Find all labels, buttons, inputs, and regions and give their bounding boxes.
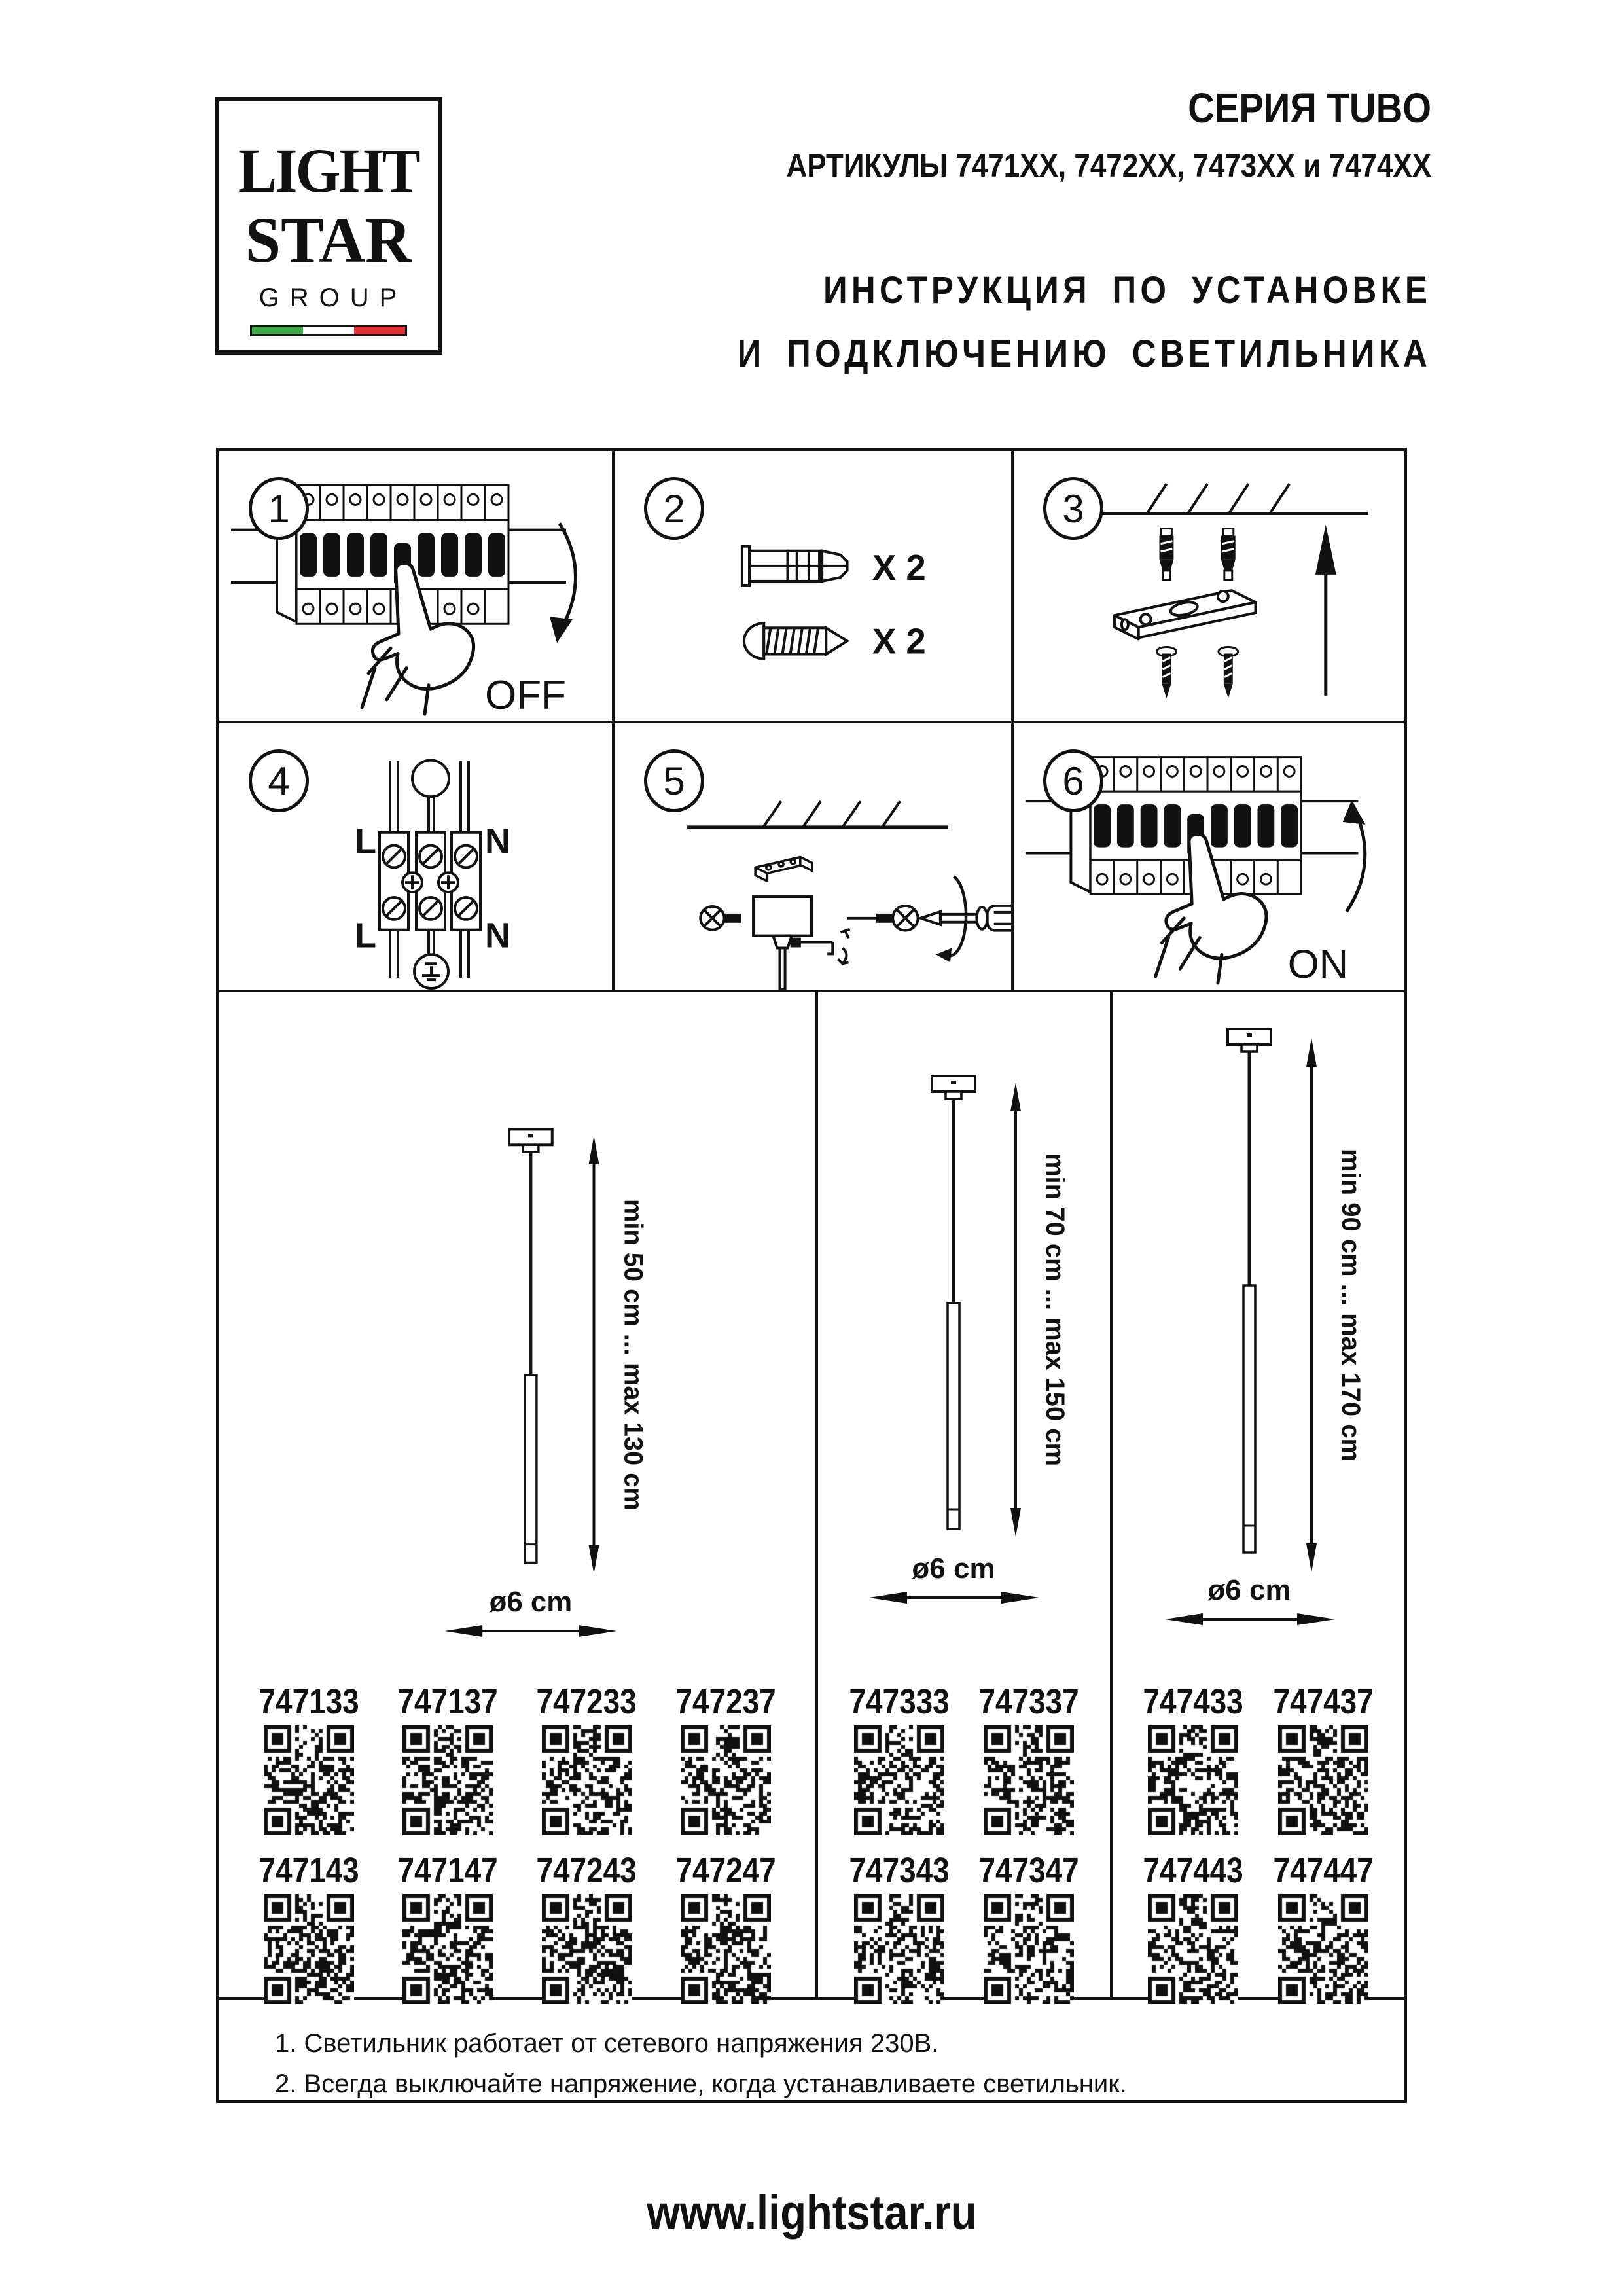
article-item [850, 1851, 948, 1997]
step-6-number [1043, 749, 1103, 812]
step-number-text: 6 [1062, 759, 1084, 803]
article-number: 747133 [259, 1682, 359, 1721]
qr-code [854, 1725, 944, 1835]
lamp-diagram-1 [219, 992, 815, 1679]
qr-code [264, 1725, 354, 1835]
screw-icon [1157, 647, 1177, 698]
notes-section [219, 1997, 1404, 2100]
flag-white-segment [303, 327, 354, 334]
screw-icon [1219, 647, 1238, 698]
qr-code [1278, 1894, 1368, 2004]
article-item [1144, 1682, 1242, 1851]
diameter-dimension-arrow [444, 1625, 616, 1637]
article-item [1274, 1851, 1372, 1997]
article-number: 747147 [397, 1851, 498, 1890]
article-item [399, 1851, 497, 1997]
live-top-label: L [355, 821, 376, 861]
flag-red-segment [354, 327, 405, 334]
article-number: 747233 [536, 1682, 637, 1721]
qr-code [681, 1725, 771, 1835]
diameter-dimension-arrow [1165, 1613, 1335, 1625]
article-number: 747343 [849, 1851, 950, 1890]
lamp-diagram-3 [1113, 992, 1404, 1679]
step-4-cell [219, 723, 615, 992]
height-range-label: min 70 cm ... max 150 cm [1041, 1153, 1069, 1467]
step-number-text: 5 [663, 759, 685, 803]
earth-symbol-icon [414, 954, 448, 988]
article-number: 747247 [675, 1851, 776, 1890]
diameter-label: ø6 cm [1207, 1574, 1291, 1606]
instruction-title-line1: ИНСТРУКЦИЯ ПО УСТАНОВКЕ [823, 269, 1431, 312]
arrow-up-icon [1343, 800, 1366, 912]
qr-code [984, 1725, 1074, 1835]
lamp-panel-2 [818, 992, 1113, 1997]
article-item [677, 1851, 775, 1997]
article-number: 747337 [978, 1682, 1079, 1721]
article-number: 747433 [1143, 1682, 1243, 1721]
instruction-title-line2: И ПОДКЛЮЧЕНИЮ СВЕТИЛЬНИКА [737, 332, 1431, 375]
article-item [260, 1682, 358, 1851]
qr-code [854, 1894, 944, 2004]
article-item [1274, 1682, 1372, 1851]
screw-icon [744, 623, 847, 658]
qr-code [402, 1725, 493, 1835]
flag-green-segment [252, 327, 303, 334]
article-item [260, 1851, 358, 1997]
neutral-bottom-label: N [485, 916, 511, 956]
italian-flag-bar [250, 325, 407, 336]
step-number-text: 3 [1062, 486, 1084, 531]
note-1: 1. Светильник работает от сетевого напряжения 230В. [275, 2029, 939, 2058]
qr-code [1148, 1894, 1238, 2004]
arrow-up-icon [1315, 525, 1336, 696]
step-number-text: 4 [268, 759, 290, 803]
article-item [677, 1682, 775, 1851]
article-number: 747143 [259, 1851, 359, 1890]
step-5-number [644, 749, 704, 812]
height-range-label: min 50 cm ... max 130 cm [618, 1198, 648, 1511]
dowel-icon [1160, 529, 1174, 580]
article-number: 747347 [978, 1851, 1079, 1890]
qr-code [1278, 1725, 1368, 1835]
instruction-table [216, 448, 1407, 2103]
off-label: OFF [485, 672, 566, 718]
qr-code [681, 1894, 771, 2004]
qr-code [1148, 1725, 1238, 1835]
article-number: 747137 [397, 1682, 498, 1721]
qr-code [542, 1894, 632, 2004]
article-item [980, 1682, 1078, 1851]
logo-word-star: STAR [245, 204, 412, 276]
lamp-panel-3 [1113, 992, 1404, 1997]
articles-line: АРТИКУЛЫ 7471ХХ, 7472ХХ, 7473ХХ и 7474ХХ [786, 147, 1431, 184]
live-bottom-label: L [355, 916, 376, 956]
article-item [980, 1851, 1078, 1997]
lamp-diagram-2 [818, 992, 1110, 1679]
screw-icon [847, 906, 918, 931]
diameter-label: ø6 cm [912, 1552, 995, 1585]
diameter-label: ø6 cm [489, 1586, 573, 1619]
article-row [219, 1679, 815, 1851]
height-dimension-arrow [1010, 1083, 1021, 1537]
article-row [219, 1851, 815, 1997]
article-item [538, 1851, 636, 1997]
qr-code [542, 1725, 632, 1835]
article-number: 747243 [536, 1851, 637, 1890]
steps-row-2 [219, 723, 1404, 992]
dowel-icon [1221, 529, 1236, 580]
article-row [1113, 1851, 1404, 1997]
article-row [818, 1851, 1110, 1997]
lamp-panel-1 [219, 992, 818, 1997]
step-number-text: 1 [268, 486, 290, 531]
article-row [1113, 1679, 1404, 1851]
logo-word-light: LIGHT [238, 135, 419, 206]
qr-code [402, 1894, 493, 2004]
article-item [1144, 1851, 1242, 1997]
step-4-number [249, 749, 309, 812]
step-2-number [644, 477, 704, 540]
step-1-number [249, 477, 309, 540]
step-3-number [1043, 477, 1103, 540]
step-1-cell [219, 451, 615, 723]
screw-qty-label: X 2 [872, 621, 926, 662]
mounting-bracket-icon [1115, 590, 1256, 639]
diameter-dimension-arrow [869, 1592, 1039, 1604]
screw-icon [700, 906, 741, 930]
article-item [399, 1682, 497, 1851]
qr-code [984, 1894, 1074, 2004]
lamp-dimension-row [219, 992, 1404, 1997]
header [738, 84, 1431, 376]
article-item [850, 1682, 948, 1851]
qr-code [264, 1894, 354, 2004]
step-6-cell [1014, 723, 1404, 992]
note-2: 2. Всегда выключайте напряжение, когда устанавливаете светильник. [275, 2070, 1127, 2098]
logo-word-group: GROUP [259, 283, 408, 312]
height-dimension-arrow [589, 1136, 599, 1573]
wire-loop-icon [412, 761, 449, 797]
article-number: 747333 [849, 1682, 950, 1721]
step-number-text: 2 [663, 486, 685, 531]
steps-row-1 [219, 451, 1404, 723]
article-item [538, 1682, 636, 1851]
article-row [818, 1679, 1110, 1851]
mounting-bracket-icon [755, 857, 812, 881]
article-number: 747443 [1143, 1851, 1243, 1890]
article-number: 747237 [675, 1682, 776, 1721]
step-5-cell [615, 723, 1014, 992]
article-number: 747437 [1273, 1682, 1374, 1721]
height-dimension-arrow [1306, 1038, 1317, 1572]
neutral-top-label: N [485, 821, 511, 861]
height-range-label: min 90 cm ... max 170 cm [1336, 1148, 1365, 1462]
footer [0, 2185, 1623, 2240]
ceiling-line [687, 801, 948, 827]
series-title: СЕРИЯ TUBO [1188, 84, 1431, 132]
article-number: 747447 [1273, 1851, 1374, 1890]
website-url: www.lightstar.ru [646, 2185, 977, 2240]
dowel-icon [742, 547, 847, 586]
step-2-cell [615, 451, 1014, 723]
dowel-qty-label: X 2 [872, 548, 926, 588]
on-label: ON [1287, 942, 1349, 988]
step-3-cell [1014, 451, 1404, 723]
lightstar-logo [215, 97, 442, 355]
